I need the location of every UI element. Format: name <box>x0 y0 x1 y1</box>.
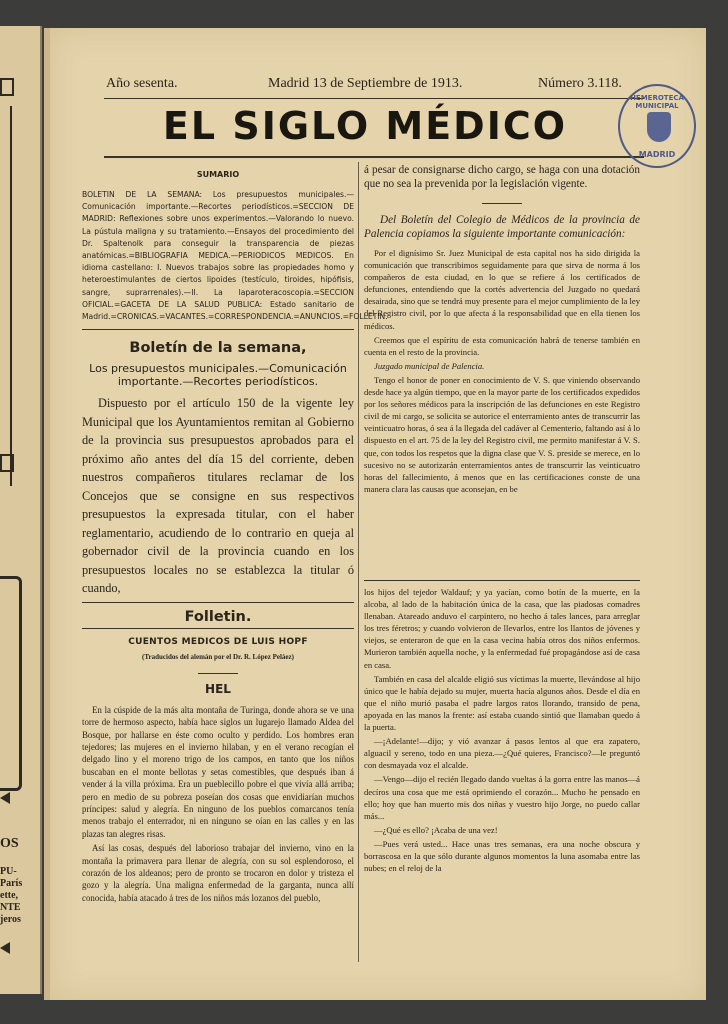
ornament-bottom <box>0 454 14 472</box>
arrow-icon <box>0 942 10 954</box>
adjacent-ad-box <box>0 576 22 791</box>
story-paragraph: los hijos del tejedor Waldauf; y ya yacían, como botín de la muerte, en la alcoba, al lado de la habitación única de la casa, que las piadosas comadres llenaban. Atareado anduvo el carpintero, no hecho á tales lances, para arreglar los tres féretros; y cuando volvieron de llevarlos, entre los llantos de jóvenes y viejos, se enteraron de que en la casa vecina había otros dos niños enfermos. Murieron también aquella noche, y la enfermedad fué propagándose así de casa en casa. <box>364 587 640 670</box>
boletin-heading: Boletín de la semana, <box>129 340 307 357</box>
short-rule <box>198 673 238 674</box>
juzgado-letter: Tengo el honor de poner en conocimiento de V. S. que viniendo observando desde hace ya algún tiempo, que en la mayor parte de los certificados expedidos por los señores médicos para la inscripción de las defunciones en este Registro civil de mi cargo, se solicita se autorice el enterramiento antes de transcurrir las veinticuatro horas, ó sea á la llegada del cadáver al Cementerio, faltando así á lo dispuesto en el art. 75 de la ley del Registro civil, me permito manifestar á V. S. que, con todos los respetos que la digna clase que V. S. preside se merece, en lo sucesivo no se autorizarán enterramientos antes de transcurrir las veinticuatro horas del fallecimiento, á menos que en las certificaciones conste de una manera clara las causas que aconsejan, en be <box>364 374 640 494</box>
column-border <box>0 106 12 486</box>
folletin-translator: (Traducidos del alemán por el Dr. R. López Peláez) <box>142 652 294 661</box>
sumario-text: BOLETIN DE LA SEMANA: Los presupuestos municipales.—Comunicación importante.—Recortes periodísticos.=SECCION DE MADRID: Reflexiones sobre unos experimentos.—Valorando lo nuevo. La pústula maligna y su tratamiento.—Ensayos del procedimiento del Dr. Spaltenolk para conseguir la transparencia de piezas anatómicas.=BIBLIOGRAFIA MEDICA.—PERIODICOS MEDICOS. En idioma castellano: I. Nuevos trabajos sobre las propiedades homo y heteroestimulantes de ciertos lipoides (testículo, tiroides, hipófisis, sangre, suprarrenales).—II. La laparoteracoscopia.=SECCION OFICIAL.=GACETA DE LA SALUD PUBLICA: Estado sanitario de Madrid.=CRONICAS.=VACANTES.=CORRESPONDENCIA.=ANUNCIOS.=FOLLETIN. <box>82 190 388 322</box>
folletin-series: CUENTOS MEDICOS DE LUIS HOPF <box>128 636 308 647</box>
story-paragraph: —Vengo—dijo el recién llegado dando vueltas á la gorra entre las manos—á decíros una cosa que me está oprimiendo el corazón... Mucho he pensado en ello; hoy que han muerto mis dos niñas y vuestro hijo Jorge, no puedo callar más... <box>364 774 640 821</box>
arrow-icon <box>0 792 10 804</box>
boletin-continuation: á pesar de consignarse dicho cargo, se haga con una dotación que no sea la prevenida por la legislación vigente. <box>364 164 640 190</box>
shield-icon <box>647 112 671 142</box>
communication-paragraph: Por el dignísimo Sr. Juez Municipal de esta capital nos ha sido dirigida la comunicación que transcribimos seguidamente para que sirva de norma á los compañeros de esta ciudad, en lo que se refiere á los certificados de defunciones, entendiendo que la cortés advertencia del Juzgado no quedará desairada, sino que se tendrá muy presente para el mejor cumplimiento de la ley del Registro civil, por lo que afecta á la responsabilidad que en ella tienen los médicos. <box>364 248 640 331</box>
section-rule <box>82 329 354 330</box>
stamp-text-bottom: MADRID <box>638 150 676 159</box>
story-title: HEL <box>205 681 231 696</box>
masthead-title: EL SIGLO MÉDICO <box>162 104 568 148</box>
story-paragraph: —¿Qué es ello? ¡Acaba de una vez! <box>374 824 498 835</box>
ornament-top <box>0 78 14 96</box>
story-paragraph: Así las cosas, después del laborioso trabajar del invierno, vino en la montaña la primavera para llenar de alegría, con su sol esplendoroso, el corazón de los aldeanos; pero de pronto se trocaron en dolor y tristeza el gozo y la alegría. Una maligna enfermedad de la garganta, nunca allí conocida, había atacado á tres de los niños más lozanos del pueblo, <box>82 843 354 903</box>
issue-date: Madrid 13 de Septiembre de 1913. <box>268 76 463 91</box>
library-stamp <box>618 84 696 168</box>
issue-number: Número 3.118. <box>538 76 622 91</box>
folletin-continuation <box>364 584 640 874</box>
story-paragraph: —¡Adelante!—dijo; y vió avanzar á pasos lentos al que era zapatero, alguacil y sereno, todo en una pieza.—¿Qué quieres, Francisco?—le preguntó con desmayada voz el alcalde. <box>364 736 640 771</box>
short-rule <box>482 203 522 204</box>
boletin-subheading: Los presupuestos municipales.—Comunicación importante.—Recortes periodísticos. <box>89 362 347 389</box>
folletin-rule <box>364 580 640 581</box>
communication-paragraph: Creemos que el espíritu de esta comunicación habrá de tenerse también en cuenta en el resto de la provincia. <box>364 334 640 357</box>
fragment-text: París <box>0 878 23 889</box>
fragment-text: PU- <box>0 866 17 877</box>
right-column <box>364 162 640 495</box>
story-paragraph: En la cúspide de la más alta montaña de Turinga, donde ahora se ve una torre de hermoso aspecto, había hace siglos un lugarejo llamado Aldea del Bosque, por hallarse en éste como oculto y perdido. Los hombres eran tejedores; las mujeres en el invierno hilaban, y en el verano recogían el delgado lino y el moreno trigo de los campos, en tanto que los niños buscaban en el monte bellotas y setas comestibles, que después iban á vender á la villa próxima. Era un pueblecillo pobre el que vivía allá arriba; pero en medio de su pobreza poseían dos cosas que envidiarían muchos príncipes: salud y alegría. En ninguno de los pueblos comarcanos tenía menos trabajo el enterrador, ni en ninguno se oían en las calles y en las plazas tan alegres risas. <box>82 704 354 839</box>
sumario-heading: SUMARIO <box>196 170 240 179</box>
fragment-text: NTE <box>0 902 21 913</box>
section-rule <box>82 628 354 629</box>
fragment-text: ette, <box>0 890 19 901</box>
issue-year: Año sesenta. <box>106 76 178 91</box>
masthead-rule <box>104 156 644 158</box>
juzgado-heading: Juzgado municipal de Palencia. <box>374 360 485 371</box>
newspaper-page <box>44 28 706 1000</box>
story-paragraph: También en casa del alcalde eligió sus víctimas la muerte, llevándose al hijo único que le había dejado su mujer, muerta hacía algunos años. Desde el día en que el niño murió pasaba el padre largos ratos llorando, transido de pena, apoyada en las manos la frente: así estaba cuando sintió que llamaban quedo á la puerta. <box>364 673 640 733</box>
header-rule <box>104 98 644 99</box>
fragment-text: jeros <box>0 914 21 925</box>
left-column <box>82 162 388 904</box>
fragment-text: OS <box>0 836 19 851</box>
boletin-colegio-intro: Del Boletín del Colegio de Médicos de la provincia de Palencia copiamos la siguiente importante comunicación: <box>364 214 640 240</box>
adjacent-page-strip <box>0 26 42 994</box>
folletin-heading: Folletin. <box>184 608 252 625</box>
boletin-body: Dispuesto por el artículo 150 de la vigente ley Municipal que los Ayuntamientos remitan al Gobierno de la provincia sus presupuestos aprobados para el próximo año antes del día 15 del corriente, deben nuestros compañeros titulares reclamar de los Concejos que se consigne en sus respectivos presupuestos la expresada titular, con el haber reglamentario, acudiendo de lo contrario en queja al gobernador civil de la provincia cuando en los presupuestos locales no se establezca la titular ó cuando, <box>82 396 354 596</box>
stamp-text-top: HEMEROTECA MUNICIPAL <box>630 94 684 110</box>
story-paragraph: —Pues verá usted... Hace unas tres semanas, era una noche obscura y borrascosa en la que sólo durante algunos momentos la luna asomaba entre las nubes; en el reloj de la <box>364 838 640 874</box>
section-rule <box>82 602 354 603</box>
column-divider <box>358 162 359 962</box>
